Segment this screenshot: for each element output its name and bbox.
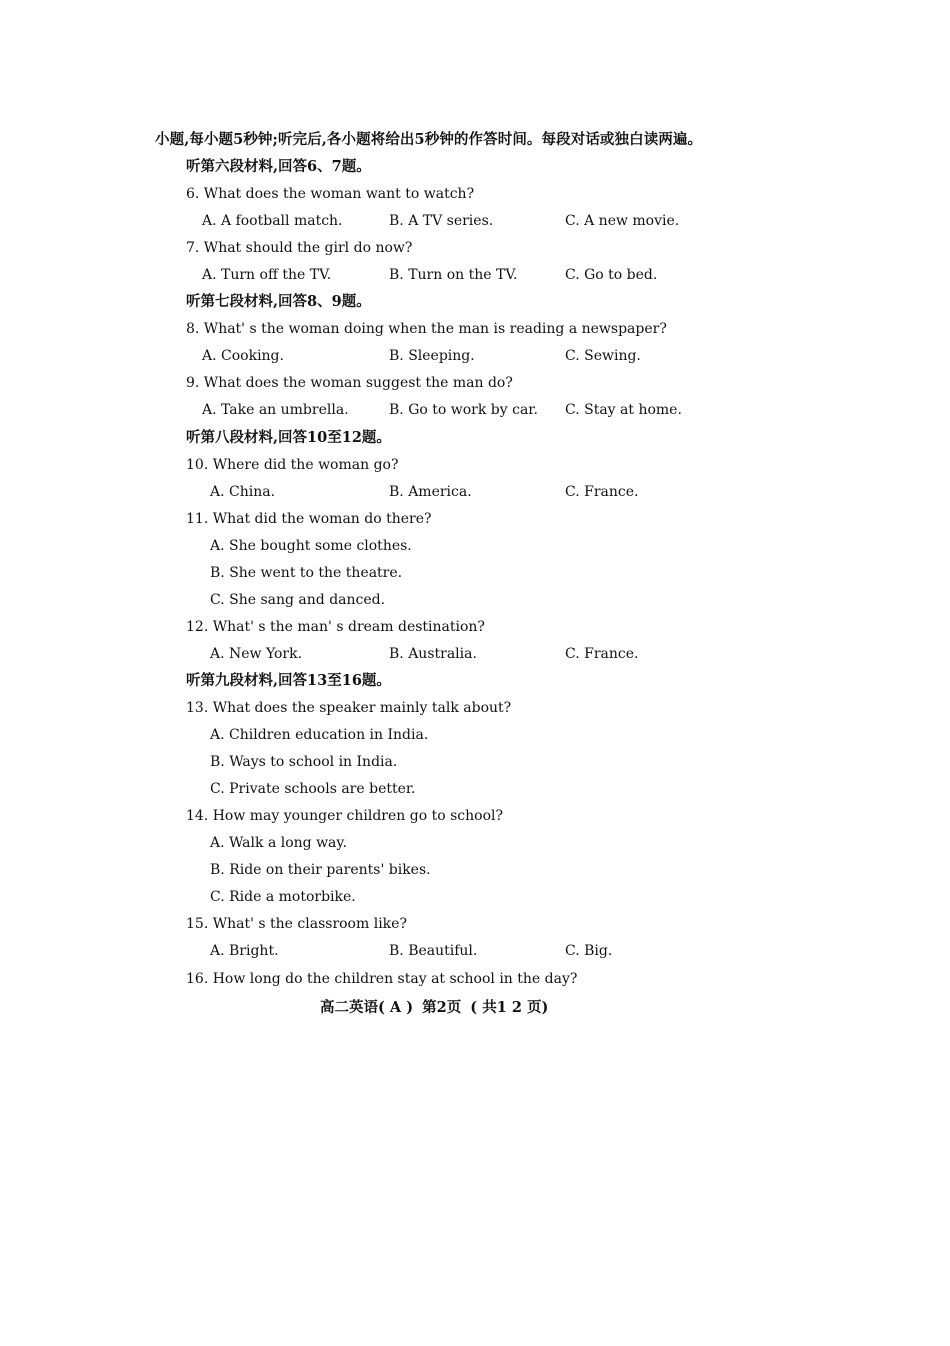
question-text: 6. What does the woman want to watch? — [186, 186, 475, 202]
question-text: 11. What did the woman do there? — [186, 511, 432, 527]
question-text: 10. Where did the woman go? — [186, 457, 399, 473]
answer-option: C. Private schools are better. — [210, 781, 416, 797]
question-text: 8. What' s the woman doing when the man is reading a newspaper? — [186, 321, 667, 337]
answer-option: B. She went to the theatre. — [210, 565, 403, 581]
answer-option-c: C. Sewing. — [565, 348, 641, 364]
answer-option-b: B. Go to work by car. — [389, 402, 538, 418]
answer-option-b: B. Turn on the TV. — [389, 267, 518, 283]
question-text: 16. How long do the children stay at school in the day? — [186, 971, 578, 987]
page-footer — [320, 996, 552, 1017]
answer-option-a: A. Take an umbrella. — [202, 402, 349, 418]
question-text: 14. How may younger children go to school? — [186, 808, 503, 824]
footer-subject: 高二英语( A ) — [320, 999, 414, 1016]
answer-option: B. Ways to school in India. — [210, 754, 398, 770]
answer-option-c: C. France. — [565, 484, 639, 500]
answer-option: A. Children education in India. — [210, 727, 429, 743]
answer-option-a: A. Bright. — [210, 943, 279, 959]
answer-option-a: A. A football match. — [202, 213, 343, 229]
answer-option-c: C. France. — [565, 646, 639, 662]
section-header: 听第九段材料,回答13至16题。 — [186, 672, 391, 689]
answer-option: A. She bought some clothes. — [210, 538, 412, 554]
answer-option-c: C. Big. — [565, 943, 613, 959]
footer-page-number: 第2页 — [422, 999, 462, 1016]
answer-option-b: B. A TV series. — [389, 213, 494, 229]
answer-option-b: B. Sleeping. — [389, 348, 475, 364]
answer-option-a: A. Cooking. — [202, 348, 284, 364]
answer-option-c: C. A new movie. — [565, 213, 680, 229]
answer-option-a: A. New York. — [210, 646, 303, 662]
section-header: 听第八段材料,回答10至12题。 — [186, 429, 391, 446]
answer-option: C. Ride a motorbike. — [210, 889, 356, 905]
answer-option-b: B. Australia. — [389, 646, 477, 662]
question-text: 9. What does the woman suggest the man do? — [186, 375, 513, 391]
answer-option-a: A. China. — [210, 484, 276, 500]
answer-option-a: A. Turn off the TV. — [202, 267, 332, 283]
answer-option: C. She sang and danced. — [210, 592, 386, 608]
footer-page-total: ( 共1 2 页) — [470, 999, 549, 1016]
answer-option-c: C. Go to bed. — [565, 267, 658, 283]
section-header: 听第六段材料,回答6、7题。 — [186, 158, 371, 175]
section-header: 听第七段材料,回答8、9题。 — [186, 293, 371, 310]
question-text: 15. What' s the classroom like? — [186, 916, 407, 932]
answer-option: B. Ride on their parents' bikes. — [210, 862, 431, 878]
question-text: 13. What does the speaker mainly talk about? — [186, 700, 512, 716]
question-text: 7. What should the girl do now? — [186, 240, 413, 256]
answer-option-c: C. Stay at home. — [565, 402, 682, 418]
answer-option: A. Walk a long way. — [210, 835, 347, 851]
section-instructions: 小题,每小题5秒钟;听完后,各小题将给出5秒钟的作答时间。每段对话或独白读两遍。 — [155, 131, 703, 148]
question-text: 12. What' s the man' s dream destination? — [186, 619, 485, 635]
answer-option-b: B. Beautiful. — [389, 943, 478, 959]
answer-option-b: B. America. — [389, 484, 472, 500]
